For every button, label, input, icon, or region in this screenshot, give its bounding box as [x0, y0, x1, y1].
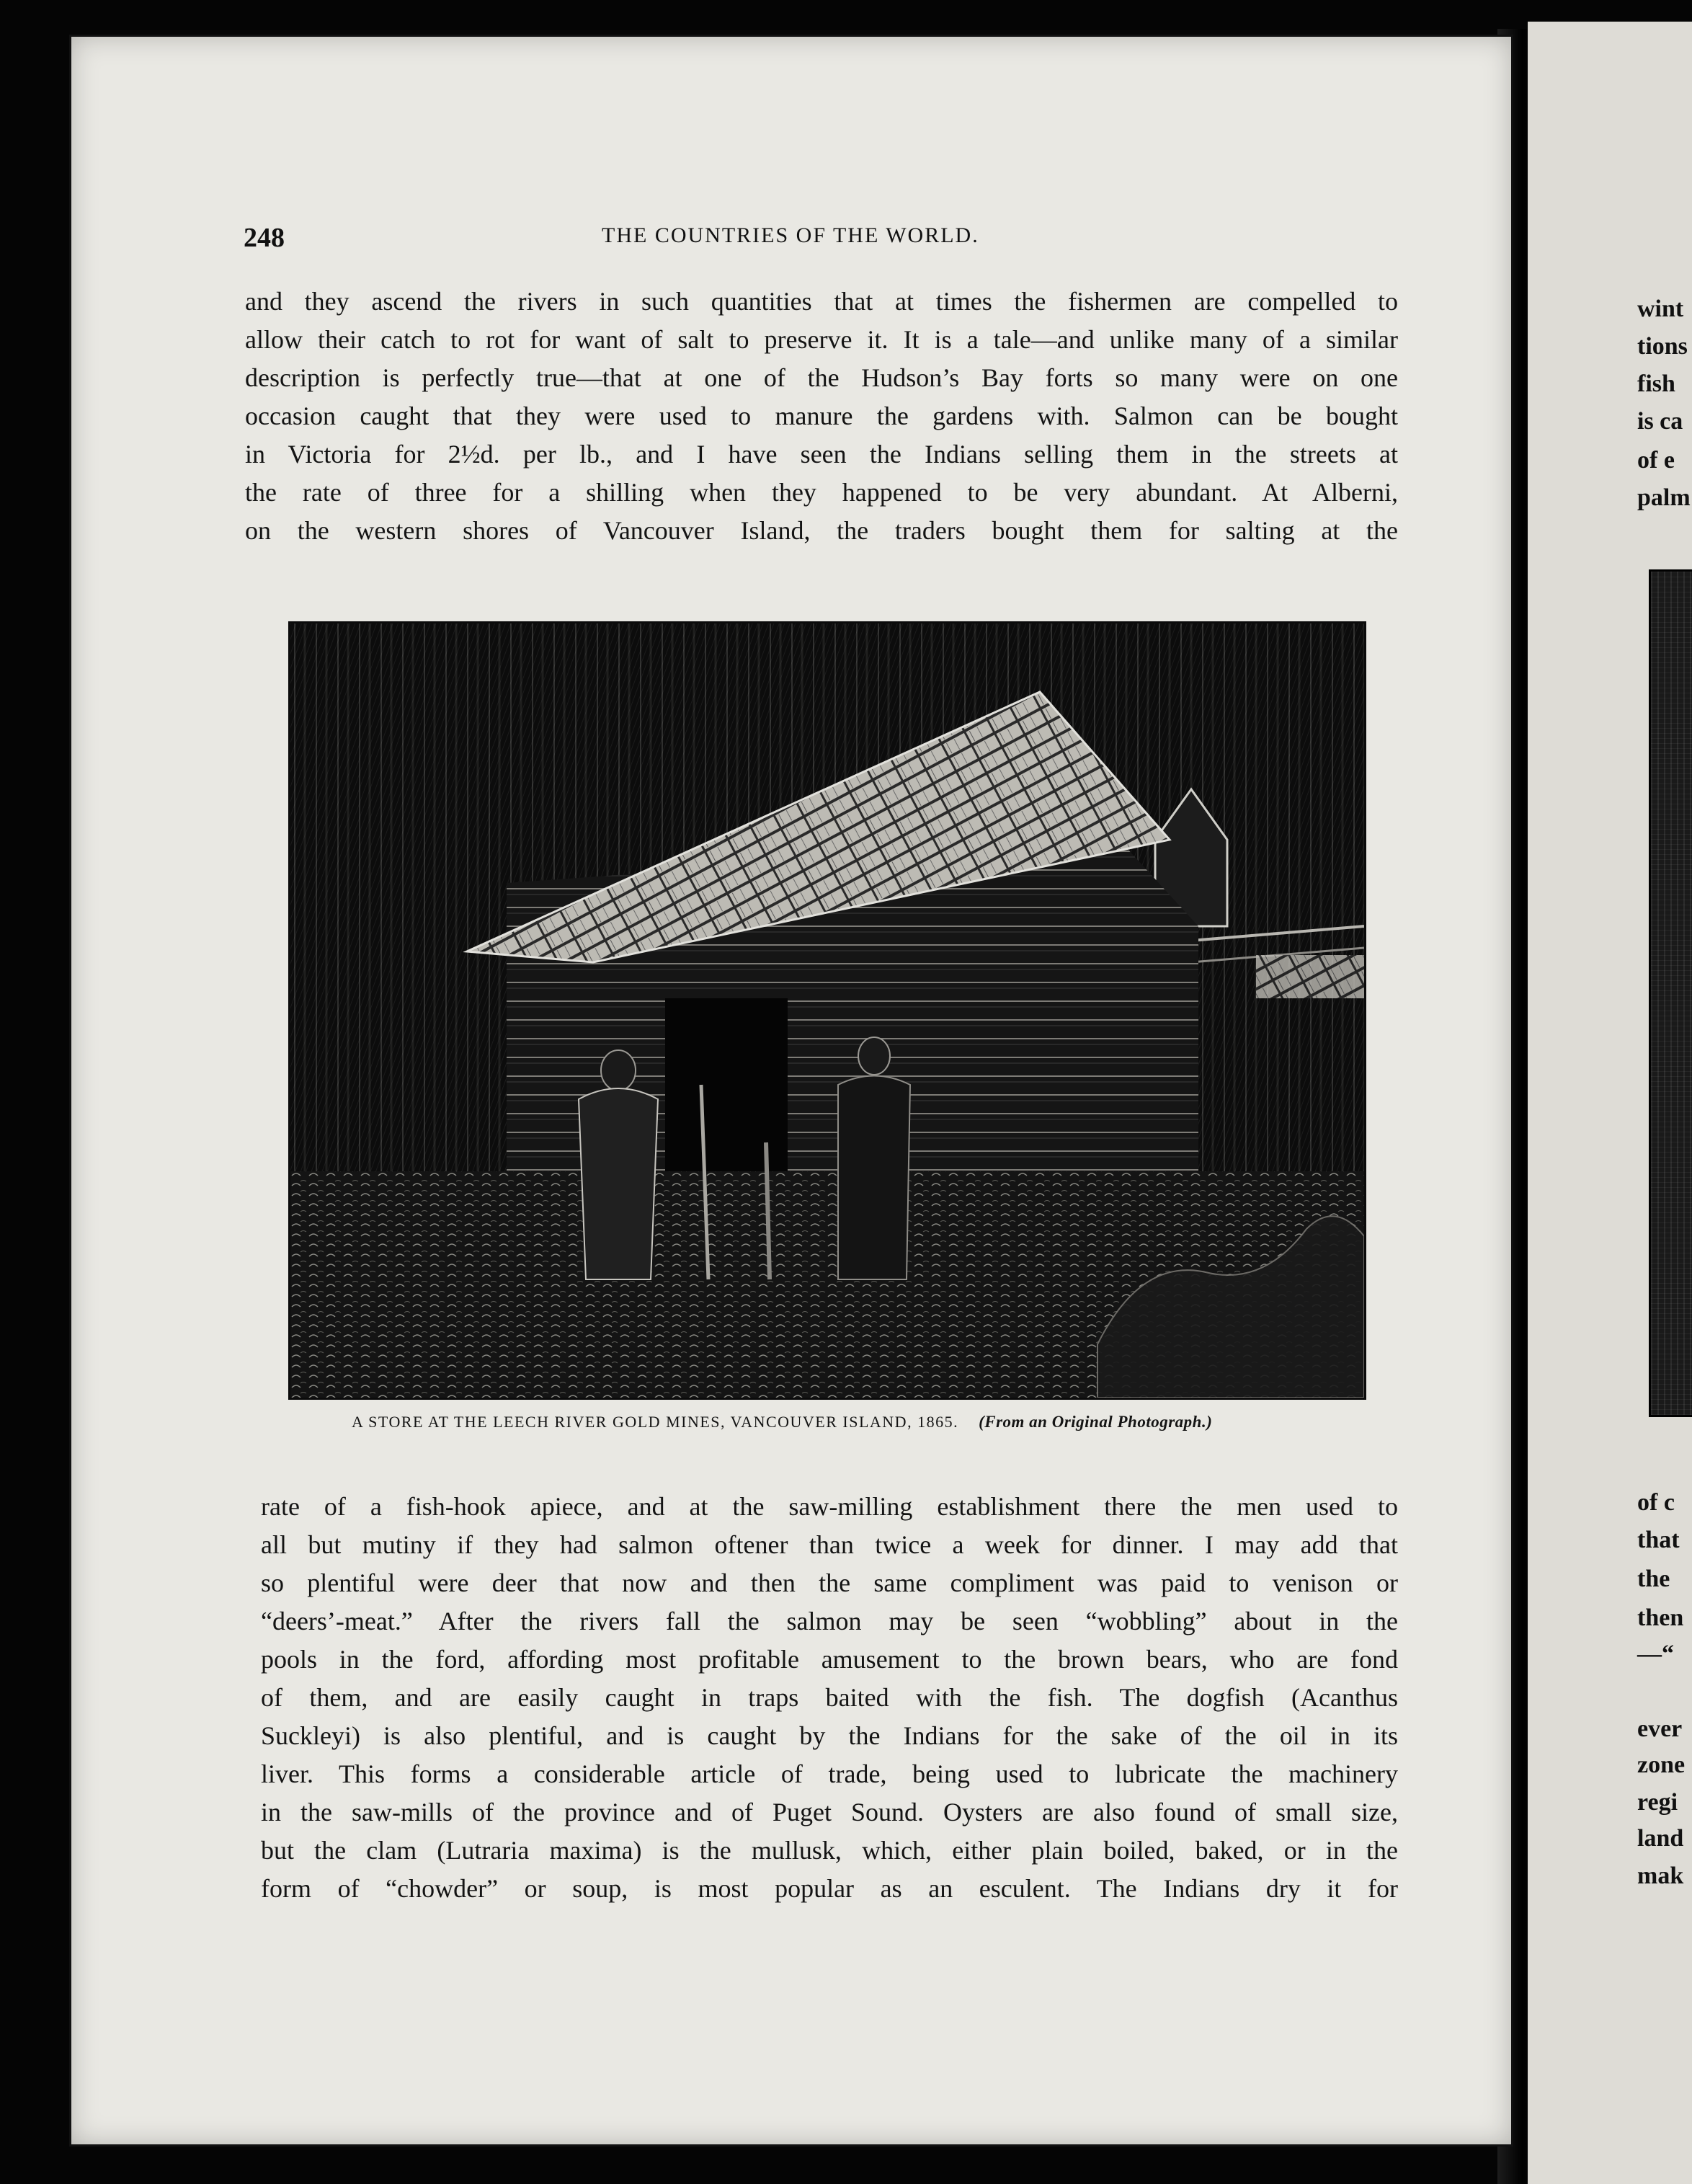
facing-page-edge — [1528, 22, 1692, 2184]
paragraph-bottom — [261, 1488, 1398, 1908]
text-line: rate of a fish-hook apiece, and at the saw-milling establishment there the men used to — [261, 1492, 1398, 1521]
text-line: pools in the ford, affording most profitable amusement to the brown bears, who are fond — [261, 1645, 1398, 1674]
facing-page-text-fragment: of e — [1637, 447, 1675, 474]
facing-page-text-fragment: mak — [1637, 1863, 1684, 1889]
text-line: but the clam (Lutraria maxima) is the mullusk, which, either plain boiled, baked, or in the — [261, 1836, 1398, 1865]
text-line: in the saw-mills of the province and of Puget Sound. Oysters are also found of small size, — [261, 1798, 1398, 1826]
facing-page-text-fragment: ever — [1637, 1715, 1683, 1742]
facing-page-text-fragment: fish — [1637, 370, 1675, 397]
paragraph-top — [245, 283, 1398, 550]
facing-page-text-fragment: zone — [1637, 1752, 1686, 1778]
figure-caption — [352, 1413, 1361, 1431]
facing-page-text-fragment: land — [1637, 1825, 1684, 1852]
facing-page-text-fragment: tions — [1637, 333, 1688, 360]
running-title: THE COUNTRIES OF THE WORLD. — [602, 223, 979, 247]
text-line: on the western shores of Vancouver Island, the traders bought them for salting at the — [245, 516, 1398, 545]
facing-page-text-fragment: palm — [1637, 484, 1691, 511]
caption-title: A STORE AT THE LEECH RIVER GOLD MINES, VANCOUVER ISLAND, 1865. — [352, 1413, 959, 1431]
text-line: “deers’-meat.” After the rivers fall the salmon may be seen “wobbling” about in the — [261, 1607, 1398, 1635]
text-line: all but mutiny if they had salmon oftener than twice a week for dinner. I may add that — [261, 1530, 1398, 1559]
facing-page-text-fragment: of c — [1637, 1489, 1675, 1516]
text-line: allow their catch to rot for want of salt to preserve it. It is a tale—and unlike many of a similar — [245, 325, 1398, 354]
engraving-illustration — [288, 621, 1366, 1400]
text-line: description is perfectly true—that at one of the Hudson’s Bay forts so many were on one — [245, 363, 1398, 392]
page-number: 248 — [244, 223, 285, 253]
text-line: so plentiful were deer that now and then the same compliment was paid to venison or — [261, 1568, 1398, 1597]
text-line: in Victoria for 2½d. per lb., and I have seen the Indians selling them in the streets at — [245, 440, 1398, 469]
facing-page-text-fragment: that — [1637, 1527, 1680, 1553]
text-line: the rate of three for a shilling when they happened to be very abundant. At Alberni, — [245, 478, 1398, 507]
facing-page-text-fragment: regi — [1637, 1789, 1678, 1816]
text-line: and they ascend the rivers in such quantities that at times the fishermen are compelled to — [245, 287, 1398, 316]
facing-page-text-fragment: —“ — [1637, 1641, 1674, 1667]
store-engraving-svg — [290, 623, 1364, 1398]
text-line: Suckleyi) is also plentiful, and is caught by the Indians for the sake of the oil in its — [261, 1721, 1398, 1750]
facing-page-text-fragment: then — [1637, 1604, 1684, 1631]
text-line: liver. This forms a considerable article of trade, being used to lubricate the machinery — [261, 1759, 1398, 1788]
text-line: of them, and are easily caught in traps baited with the fish. The dogfish (Acanthus — [261, 1683, 1398, 1712]
facing-page-text-fragment: is ca — [1637, 408, 1683, 435]
facing-page-text-fragment: the — [1637, 1566, 1670, 1592]
text-line: occasion caught that they were used to manure the gardens with. Salmon can be bought — [245, 401, 1398, 430]
caption-credit: (From an Original Photograph.) — [979, 1413, 1213, 1431]
facing-page-text-fragment: wint — [1637, 296, 1684, 322]
facing-page-illustration-edge — [1649, 569, 1692, 1417]
text-line: form of “chowder” or soup, is most popular as an esculent. The Indians dry it for — [261, 1874, 1398, 1903]
